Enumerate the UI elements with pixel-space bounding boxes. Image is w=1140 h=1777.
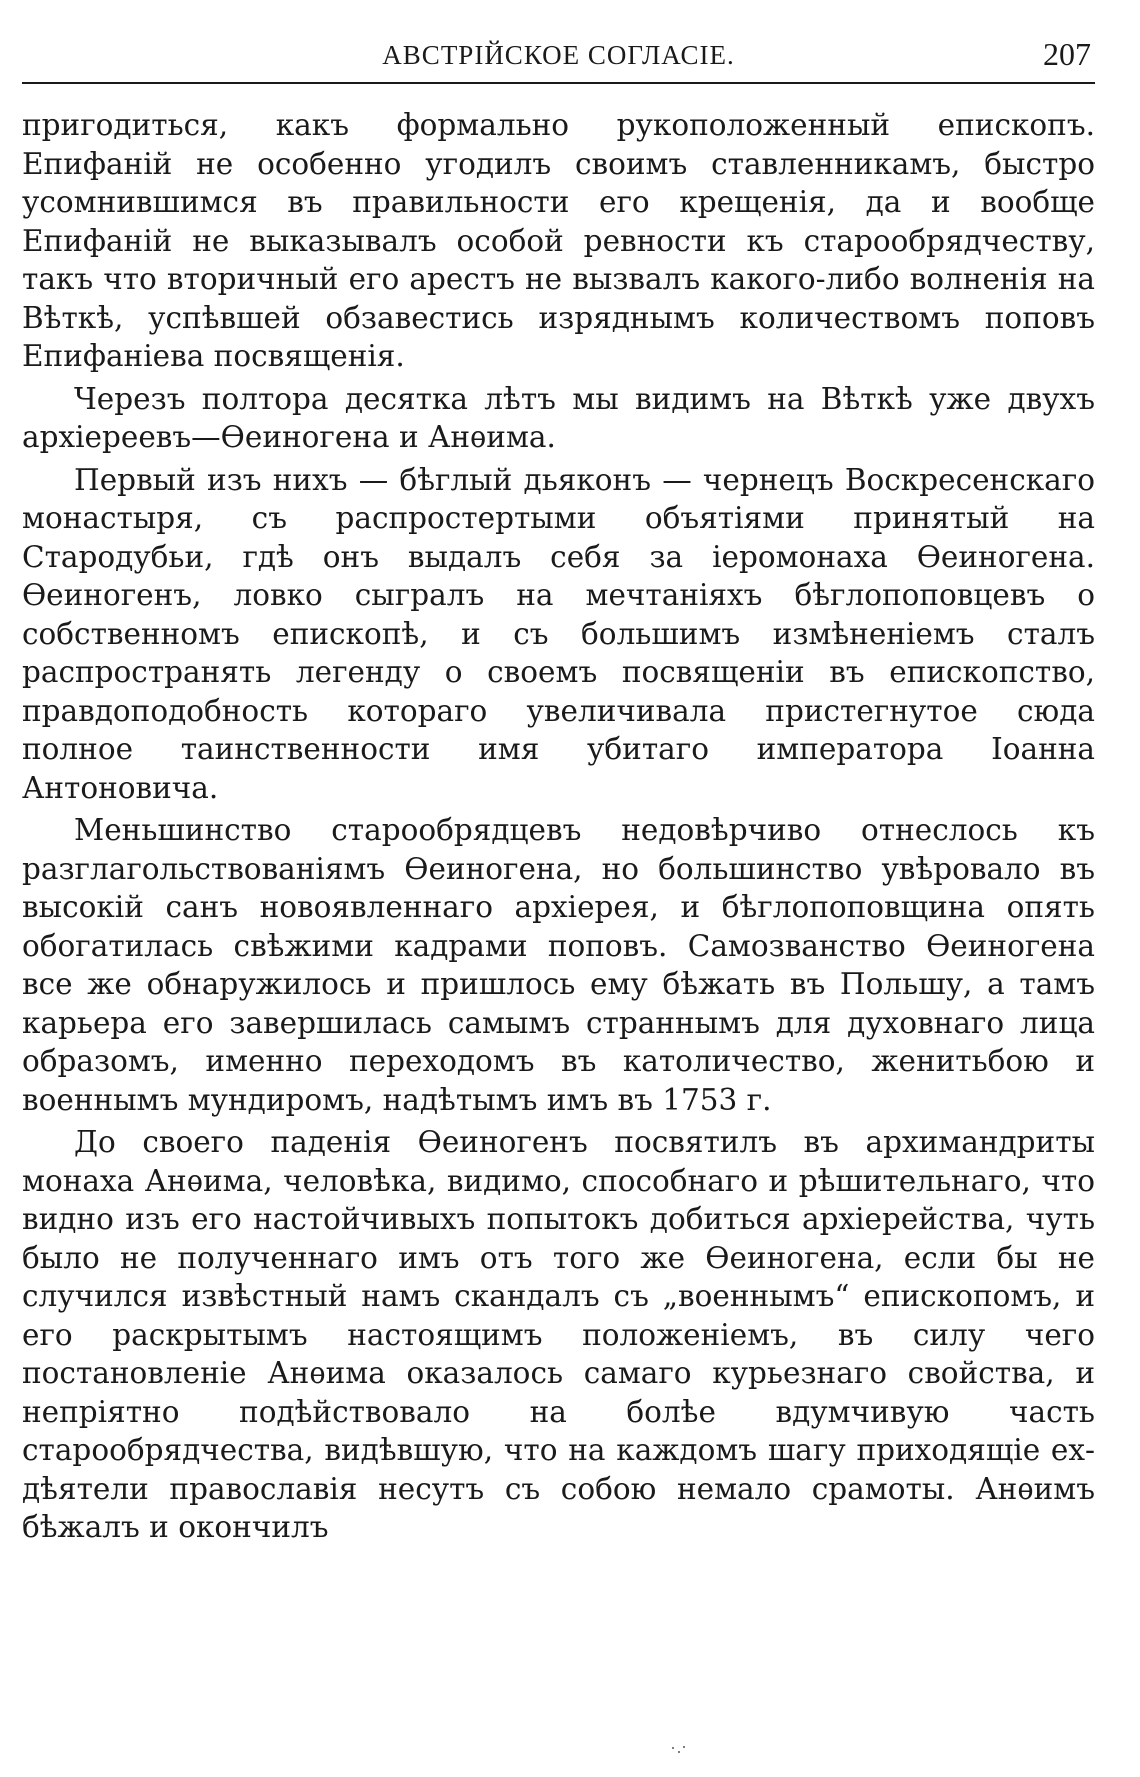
paragraph: До своего паденія Ѳеиногенъ посвятилъ въ архимандриты монаха Анѳима, человѣка, видимо, способнаго и рѣшительнаго, что видно изъ его настойчивыхъ попытокъ добиться архіерейства, чуть было не полученнаго имъ отъ того же Ѳеиногена, если бы не случился извѣстный намъ скандалъ съ „военнымъ“ епископомъ, и его раскрытымъ настоящимъ положеніемъ, въ силу чего постановленіе Анѳима оказалось самаго курьезнаго свойства, и непріятно подѣйствовало на болѣе вдумчивую часть старообрядчества, видѣвшую, что на каждомъ шагу приходящіе ех-дѣятели православія несутъ съ собою немало срамоты. Анѳимъ бѣжалъ и окончилъ: [22, 1125, 1095, 1544]
paragraph: Меньшинство старообрядцевъ недовѣрчиво отнеслось къ разглагольствованіямъ Ѳеиногена, но большинство увѣровало въ высокій санъ новоявленнаго архіерея, и бѣглопоповщина опять обогатилась свѣжими кадрами поповъ. Самозванство Ѳеиногена все же обнаружилось и пришлось ему бѣжать въ Польшу, а тамъ карьера его завершилась самымъ страннымъ для духовнаго лица образомъ, именно переходомъ въ католичество, женитьбою и военнымъ мундиромъ, надѣтымъ имъ въ 1753 г.: [22, 813, 1095, 1117]
paragraph: Черезъ полтора десятка лѣтъ мы видимъ на Вѣткѣ уже двухъ архіереевъ—Ѳеиногена и Анѳима.: [22, 381, 1095, 454]
running-title: АВСТРІЙСКОЕ СОГЛАСІЕ.: [382, 40, 735, 70]
paragraph-continued: пригодиться, какъ формально рукоположенный епископъ. Епифаній не особенно угодилъ своимъ ставленникамъ, быстро усомнившимся въ правильности его крещенія, да и вообще Епифаній не выказывалъ особой ревности къ старообрядчеству, такъ что вторичный его арестъ не вызвалъ какого-либо волненія на Вѣткѣ, успѣвшей обзавестись изряднымъ количествомъ поповъ Епифаніева посвященія.: [22, 108, 1095, 373]
body-text: [22, 106, 1095, 1551]
running-head: [22, 38, 1095, 84]
page-number: 207: [1043, 36, 1091, 72]
paragraph: Первый изъ нихъ — бѣглый дьяконъ — чернецъ Воскресенскаго монастыря, съ распростертыми объятіями принятый на Стародубьи, гдѣ онъ выдалъ себя за іеромонаха Ѳеиногена. Ѳеиногенъ, ловко сыгралъ на мечтаніяхъ бѣглопоповцевъ о собственномъ епископѣ, и съ большимъ измѣненіемъ сталъ распространять легенду о своемъ посвященіи въ епископство, правдоподобность котораго увеличивала пристегнутое сюда полное таинственности имя убитаго императора Іоанна Антоновича.: [22, 462, 1095, 805]
book-page: [22, 0, 1095, 1777]
print-specks: [672, 1745, 692, 1755]
